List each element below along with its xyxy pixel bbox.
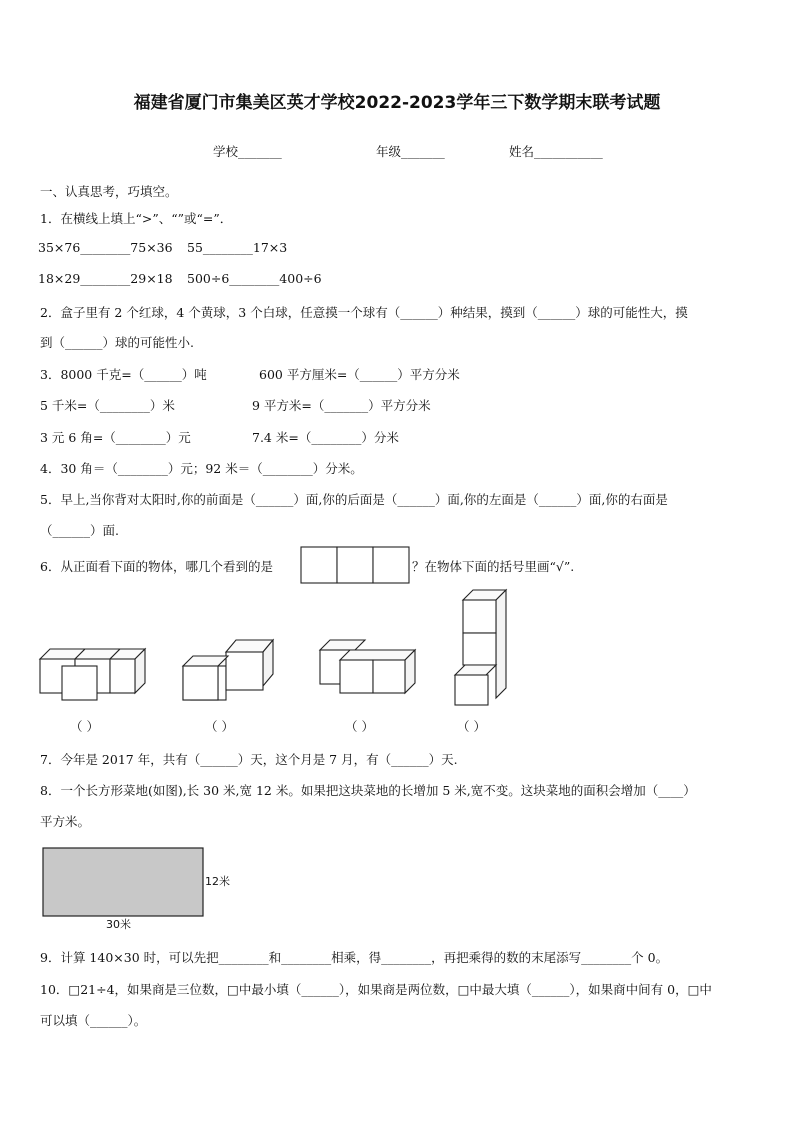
- question-10-line[interactable]: 10．□21÷4，如果商是三位数，□中最小填（______），如果商是两位数，□中最大填（______），如果商中间有 0，□中: [40, 982, 712, 997]
- question-2-line[interactable]: 2．盒子里有 2 个红球，4 个黄球，3 个白球，任意摸一个球有（______）种结果，摸到（______）球的可能性大，摸: [40, 305, 688, 320]
- question-4[interactable]: 4．30 角＝（________）元；92 米＝（________）分米。: [40, 461, 363, 476]
- answer-bracket[interactable]: （ ）: [205, 719, 234, 734]
- name-field[interactable]: 姓名___________: [509, 144, 603, 159]
- question-3-item[interactable]: 5 千米=（________）米: [40, 398, 175, 413]
- grade-field[interactable]: 年级_______: [376, 144, 445, 159]
- question-1-item[interactable]: 35×76________75×36: [38, 240, 173, 255]
- rectangle-field-figure: [40, 846, 210, 918]
- section-heading: 一、认真思考，巧填空。: [40, 184, 178, 199]
- answer-bracket[interactable]: （ ）: [345, 719, 374, 734]
- question-5-line[interactable]: （______）面.: [40, 523, 119, 538]
- cube-figure-a: [38, 645, 150, 701]
- answer-bracket[interactable]: （ ）: [70, 719, 99, 734]
- width-label: 12米: [205, 875, 230, 888]
- question-8-line[interactable]: 8．一个长方形菜地(如图),长 30 米,宽 12 米。如果把这块菜地的长增加 5 米,宽不变。这块菜地的面积会增加（____）: [40, 783, 696, 798]
- question-1-item[interactable]: 500÷6________400÷6: [187, 271, 322, 286]
- question-3-item[interactable]: 7.4 米=（________）分米: [252, 430, 399, 445]
- question-3-item[interactable]: 3．8000 千克=（______）吨: [40, 367, 207, 382]
- cube-figure-b: [181, 636, 279, 704]
- three-squares-figure: [300, 546, 410, 584]
- question-1-item[interactable]: 18×29________29×18: [38, 271, 173, 286]
- cube-figure-c: [318, 636, 418, 696]
- question-7[interactable]: 7．今年是 2017 年，共有（______）天，这个月是 7 月，有（______）天.: [40, 752, 458, 767]
- question-3-item[interactable]: 600 平方厘米=（______）平方分米: [259, 367, 460, 382]
- question-1-stem: 1．在横线上填上“>”、“”或“=”．: [40, 211, 233, 226]
- length-label: 30米: [106, 918, 131, 931]
- answer-bracket[interactable]: （ ）: [457, 719, 486, 734]
- school-field[interactable]: 学校_______: [213, 144, 282, 159]
- question-8-line: 平方米。: [40, 814, 91, 829]
- question-10-line[interactable]: 可以填（______）。: [40, 1013, 147, 1028]
- question-5-line[interactable]: 5．早上,当你背对太阳时,你的前面是（______）面,你的后面是（______）面,你的左面是（______）面,你的右面是: [40, 492, 668, 507]
- question-6-instruction: ？在物体下面的括号里画“√”.: [412, 559, 575, 574]
- question-3-item[interactable]: 9 平方米=（_______）平方分米: [252, 398, 431, 413]
- question-2-line[interactable]: 到（______）球的可能性小.: [40, 335, 194, 350]
- page-title: 福建省厦门市集美区英才学校2022-2023学年三下数学期末联考试题: [133, 93, 661, 113]
- question-6-stem: 6．从正面看下面的物体，哪几个看到的是: [40, 559, 273, 574]
- question-9[interactable]: 9．计算 140×30 时，可以先把________和________相乘，得________，再把乘得的数的末尾添写________个 0。: [40, 950, 669, 965]
- cube-figure-d: [453, 588, 511, 708]
- question-1-item[interactable]: 55________17×3: [187, 240, 288, 255]
- question-3-item[interactable]: 3 元 6 角=（________）元: [40, 430, 191, 445]
